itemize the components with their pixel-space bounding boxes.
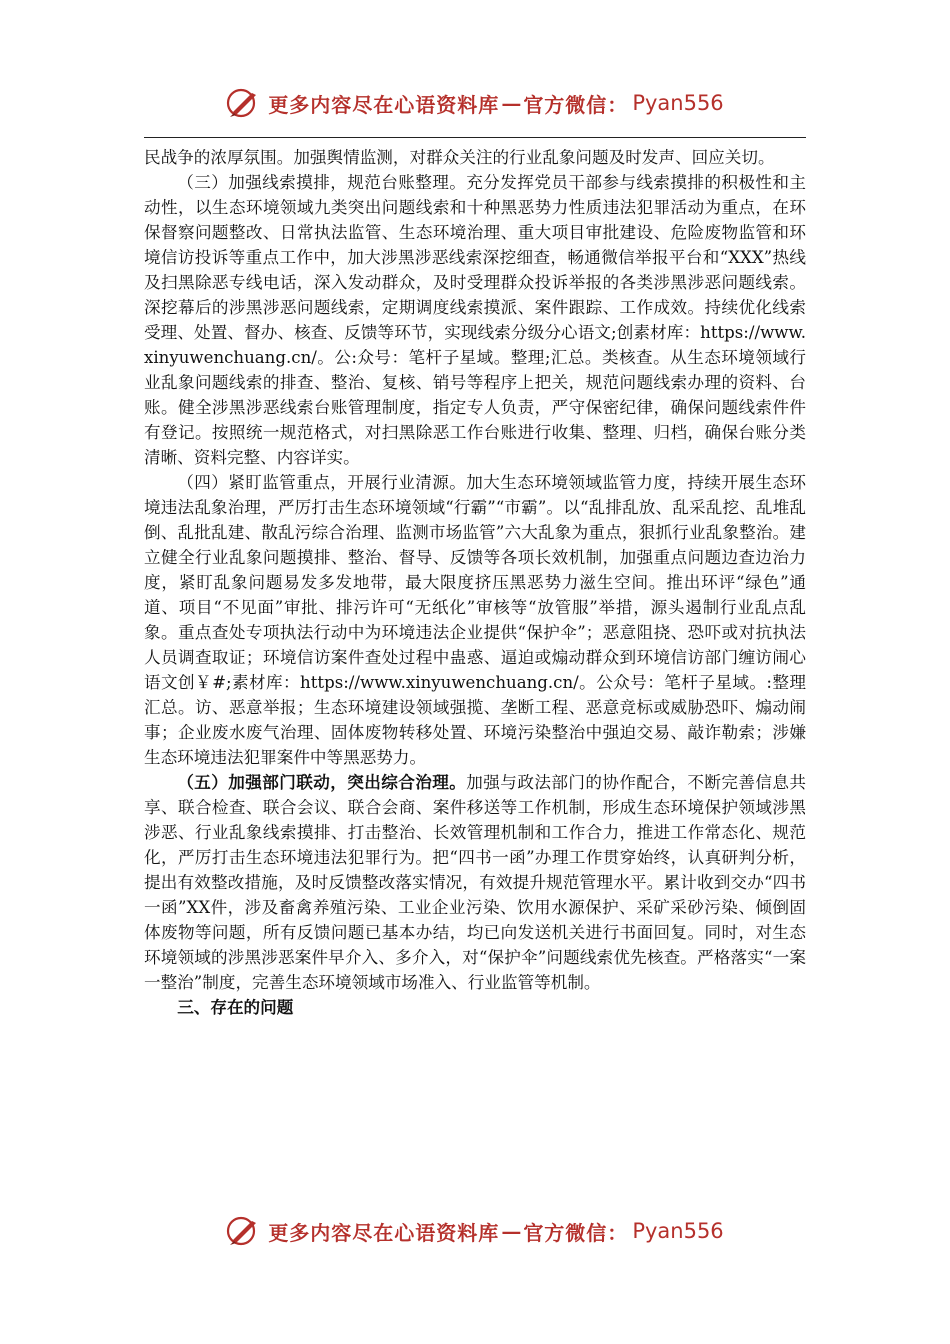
section-heading-problems: 三、存在的问题 <box>177 997 294 1017</box>
footer-banner-title: 更多内容尽在心语资料库 <box>268 1220 500 1245</box>
footer-banner <box>0 1208 950 1254</box>
paragraph-section-5 <box>144 770 806 995</box>
banner-separator: — <box>501 91 522 115</box>
header-banner <box>0 80 950 126</box>
footer-banner-separator: — <box>501 1219 522 1243</box>
paragraph-section-5-body: 加强与政法部门的协作配合，不断完善信息共享、联合检查、联合会议、联合会商、案件移送等工作机制，形成生态环境保护领域涉黑涉恶、行业乱象线索摸排、打击整治、长效管理机制和工作合力，推进工作常态化、规范化，严厉打击生态环境违法犯罪行为。把“四书一函”办理工作贯穿始终，认真研判分析，提出有效整改措施，及时反馈整改落实情况，有效提升规范管理水平。累计收到交办“四书一函”XX件，涉及畜禽养殖污染、工业企业污染、饮用水源保护、采矿采砂污染、倾倒固体废物等问题，所有反馈问题已基本办结，均已向发送机关进行书面回复。同时，对生态环境领域的涉黑涉恶案件早介入、多介入，对“保护伞”问题线索优先核查。严格落实“一案一整治”制度，完善生态环境领域市场准入、行业监管等机制。 <box>144 773 807 992</box>
banner-wechat-id: Pyan556 <box>632 91 724 115</box>
pen-logo-icon <box>226 86 260 120</box>
header-rule <box>144 137 806 138</box>
banner-title: 更多内容尽在心语资料库 <box>268 92 500 117</box>
paragraph-section-3: （三）加强线索摸排，规范台账整理。充分发挥党员干部参与线索摸排的积极性和主动性，以生态环境领域九类突出问题线索和十种黑恶势力性质违法犯罪活动为重点，在环保督察问题整改、日常执法监管、生态环境治理、重大项目审批建设、危险废物监管和环境信访投诉等重点工作中，加大涉黑涉恶线索深挖细查，畅通微信举报平台和“XXX”热线及扫黑除恶专线电话，深入发动群众，及时受理群众投诉举报的各类涉黑涉恶问题线索。深挖幕后的涉黑涉恶问题线索，定期调度线索摸派、案件跟踪、工作成效。持续优化线索受理、处置、督办、核查、反馈等环节，实现线索分级分心语文;创素材库：https://www.xinyuwenchuang.cn/。公:众号：笔杆子星域。整理;汇总。类核查。从生态环境领域行业乱象问题线索的排查、整治、复核、销号等程序上把关，规范问题线索办理的资料、台账。健全涉黑涉恶线索台账管理制度，指定专人负责，严守保密纪律，确保问题线索件件有登记。按照统一规范格式，对扫黑除恶工作台账进行收集、整理、归档，确保台账分类清晰、资料完整、内容详实。 <box>144 173 806 467</box>
banner-wechat-label: 官方微信： <box>523 92 629 117</box>
paragraph-continued: 民战争的浓厚氛围。加强舆情监测，对群众关注的行业乱象问题及时发声、回应关切。 <box>144 148 775 167</box>
footer-banner-wechat-id: Pyan556 <box>632 1219 724 1243</box>
document-body <box>144 145 806 1020</box>
pen-logo-icon <box>226 1214 260 1248</box>
footer-banner-wechat-label: 官方微信： <box>523 1220 629 1245</box>
paragraph-section-5-heading: （五）加强部门联动，突出综合治理。 <box>177 772 467 792</box>
paragraph-section-4: （四）紧盯监管重点，开展行业清源。加大生态环境领域监管力度，持续开展生态环境违法乱象治理，严厉打击生态环境领域“行霸”“市霸”。以“乱排乱放、乱采乱挖、乱堆乱倒、乱批乱建、散乱污综合治理、监测市场监管”六大乱象为重点，狠抓行业乱象整治。建立健全行业乱象问题摸排、整治、督导、反馈等各项长效机制，加强重点问题边查边治力度，紧盯乱象问题易发多发地带，最大限度挤压黑恶势力滋生空间。推出环评“绿色”通道、项目“不见面”审批、排污许可“无纸化”审核等“放管服”举措，源头遏制行业乱点乱象。重点查处专项执法行动中为环境违法企业提供“保护伞”；恶意阻挠、恐吓或对抗执法人员调查取证；环境信访案件查处过程中蛊惑、逼迫或煽动群众到环境信访部门缠访闹心语文创￥#;素材库：https://www.xinyuwenchuang.cn/。公众号：笔杆子星域。:整理汇总。访、恶意举报；生态环境建设领域强揽、垄断工程、恶意竞标或威胁恐吓、煽动闹事；企业废水废气治理、固体废物转移处置、环境污染整治中强迫交易、敲诈勒索；涉嫌生态环境违法犯罪案件中等黑恶势力。 <box>144 473 806 767</box>
